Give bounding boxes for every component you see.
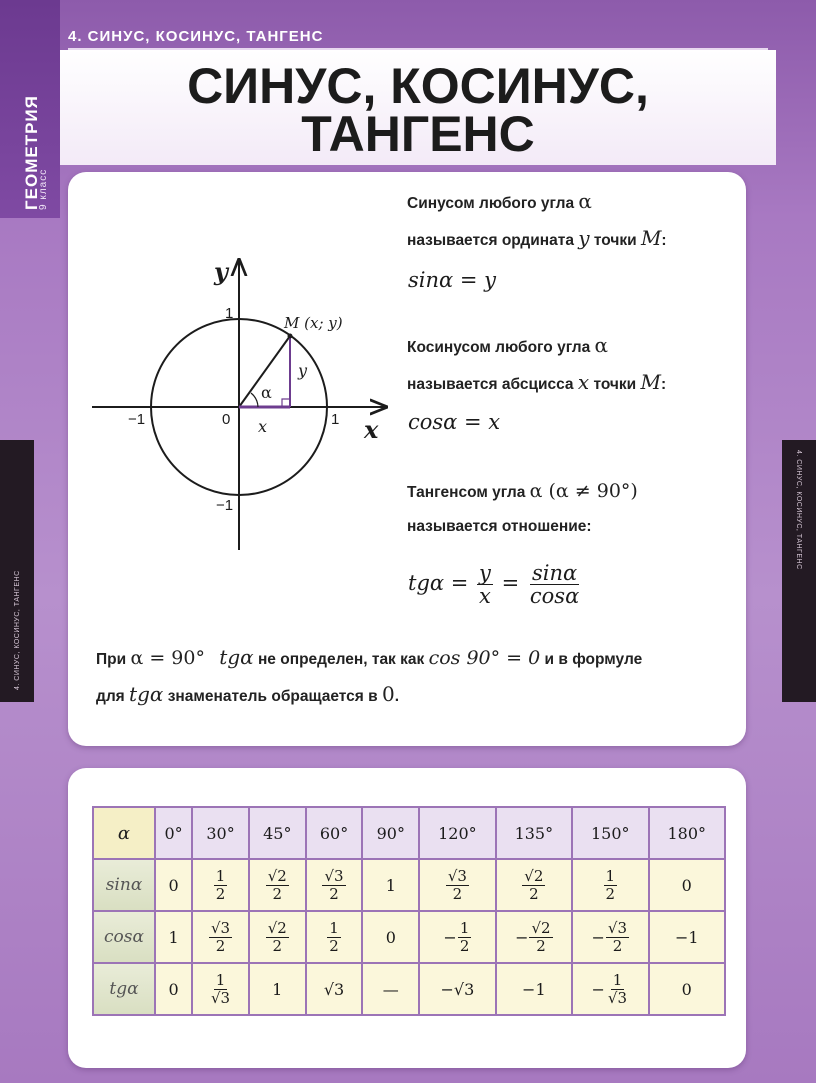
cell-fraction bbox=[458, 920, 472, 955]
subject-label: ГЕОМЕТРИЯ bbox=[22, 95, 41, 210]
cell-fraction bbox=[209, 920, 232, 955]
cell-denominator: 2 bbox=[459, 936, 470, 955]
tangent-fraction-sincos bbox=[528, 562, 581, 607]
cell-numerator: √2 bbox=[267, 918, 287, 937]
tangent-fraction-cos: cosα bbox=[529, 584, 580, 608]
cosine-definition bbox=[407, 328, 737, 402]
tangent-fraction-y: y bbox=[479, 561, 491, 585]
cosine-line-2 bbox=[407, 365, 737, 402]
point-m bbox=[288, 334, 293, 339]
cell-denominator: 2 bbox=[329, 884, 339, 903]
cosine-text-2b: точки bbox=[589, 376, 641, 393]
cell-sign: − bbox=[591, 927, 605, 947]
sine-y: y bbox=[578, 226, 590, 250]
tangent-definition bbox=[407, 474, 737, 544]
cell-numerator: 1 bbox=[329, 918, 339, 937]
sine-line-1 bbox=[407, 184, 737, 221]
cosine-alpha: α bbox=[594, 333, 609, 357]
tangent-line-1 bbox=[407, 474, 737, 510]
cell-numerator: 1 bbox=[612, 970, 623, 989]
cosine-formula: cosα = x bbox=[408, 410, 501, 434]
table-angle-header: 90° bbox=[363, 808, 418, 858]
cell-denominator: √3 bbox=[210, 988, 231, 1007]
table-cell: 1 bbox=[363, 860, 418, 910]
cosine-text-1: Косинусом любого угла bbox=[407, 339, 595, 356]
table-cell bbox=[420, 860, 494, 910]
point-label: M (x; y) bbox=[284, 314, 343, 332]
table-angle-header: 0° bbox=[156, 808, 191, 858]
table-cell bbox=[307, 912, 362, 962]
leg-x-label: x bbox=[258, 417, 268, 436]
cell-fraction bbox=[266, 920, 289, 955]
note-text-1: При bbox=[96, 651, 131, 668]
tick-pos-y: 1 bbox=[225, 305, 234, 322]
cell-numerator: √2 bbox=[531, 918, 551, 937]
tangent-text-1: Тангенсом угла bbox=[407, 484, 530, 501]
table-cell: — bbox=[363, 964, 418, 1014]
sine-text-2a: называется ордината bbox=[407, 232, 579, 249]
cosine-x: x bbox=[577, 370, 590, 394]
table-cell bbox=[497, 912, 571, 962]
note-text-5: знаменатель обращается в bbox=[163, 688, 382, 705]
cell-fraction bbox=[606, 972, 629, 1007]
table-row bbox=[94, 912, 724, 962]
cosine-text-2a: называется абсцисса bbox=[407, 376, 578, 393]
table-row-header: tgα bbox=[94, 964, 154, 1014]
table-cell bbox=[193, 912, 248, 962]
table-row bbox=[94, 964, 724, 1014]
header-divider bbox=[68, 48, 768, 50]
table-cell: 1 bbox=[250, 964, 305, 1014]
sine-text-1: Синусом любого угла bbox=[407, 195, 579, 212]
table-cell bbox=[250, 912, 305, 962]
tangent-line-2: называется отношение: bbox=[407, 518, 592, 535]
sine-text-2b: точки bbox=[589, 232, 641, 249]
binding-clip-left bbox=[0, 440, 34, 702]
table-cell bbox=[250, 860, 305, 910]
table-angle-header: 60° bbox=[307, 808, 362, 858]
table-angle-header: 45° bbox=[250, 808, 305, 858]
tangent-lhs: tgα = bbox=[408, 571, 469, 595]
cell-numerator: √2 bbox=[524, 866, 544, 885]
table-cell bbox=[573, 964, 647, 1014]
note-text-4: для bbox=[96, 688, 130, 705]
cell-denominator: 2 bbox=[272, 884, 283, 903]
unit-circle-diagram bbox=[88, 248, 398, 558]
table-cell: √3 bbox=[307, 964, 362, 1014]
leg-y-label: y bbox=[298, 361, 308, 380]
cell-denominator: 2 bbox=[452, 884, 463, 903]
table-corner-cell: α bbox=[94, 808, 154, 858]
cell-numerator: 1 bbox=[459, 918, 470, 937]
cell-numerator: 1 bbox=[605, 866, 616, 885]
tangent-fraction-x: x bbox=[479, 584, 491, 608]
page-title bbox=[60, 58, 776, 162]
table-cell: −1 bbox=[497, 964, 571, 1014]
table-cell bbox=[193, 964, 248, 1014]
cell-fraction bbox=[606, 920, 629, 955]
cell-denominator: 2 bbox=[215, 936, 226, 955]
cell-denominator: 2 bbox=[272, 936, 283, 955]
table-row-header: sinα bbox=[94, 860, 154, 910]
note-math-5: 0 bbox=[382, 682, 395, 706]
cell-denominator: 2 bbox=[529, 884, 539, 903]
grade-label: 9 класс bbox=[38, 168, 49, 210]
cell-numerator: √2 bbox=[267, 866, 287, 885]
sine-colon: : bbox=[661, 232, 667, 249]
cell-numerator: √3 bbox=[210, 918, 231, 937]
sine-definition bbox=[407, 184, 737, 258]
table-cell bbox=[573, 912, 647, 962]
table-cell: 0 bbox=[363, 912, 418, 962]
table-cell bbox=[193, 860, 248, 910]
clip-right-label: 4. СИНУС, КОСИНУС, ТАНГЕНС bbox=[795, 450, 802, 570]
cell-denominator: 2 bbox=[536, 936, 546, 955]
cell-fraction bbox=[529, 920, 552, 955]
cell-numerator: √3 bbox=[324, 866, 344, 885]
sine-line-2 bbox=[407, 221, 737, 258]
note-text-3: и в формуле bbox=[540, 651, 643, 668]
table-cell: 1 bbox=[156, 912, 191, 962]
table-cell: 0 bbox=[650, 964, 725, 1014]
title-line-1: СИНУС, КОСИНУС, bbox=[187, 58, 649, 114]
cell-numerator: √3 bbox=[607, 918, 628, 937]
table-cell bbox=[573, 860, 647, 910]
binding-clip-right bbox=[782, 440, 816, 702]
cosine-colon: : bbox=[661, 376, 667, 393]
series-header: 4. СИНУС, КОСИНУС, ТАНГЕНС bbox=[68, 28, 324, 45]
angle-label: α bbox=[261, 383, 272, 402]
angle-arc bbox=[251, 393, 258, 407]
subject-side-tab bbox=[0, 0, 60, 218]
tick-pos-x: 1 bbox=[331, 411, 340, 428]
cell-fraction bbox=[266, 868, 289, 903]
table-cell bbox=[497, 860, 571, 910]
cosine-line-1 bbox=[407, 328, 737, 365]
table-angle-header: 150° bbox=[573, 808, 647, 858]
cell-sign: − bbox=[591, 979, 605, 999]
origin-label: 0 bbox=[222, 411, 231, 428]
title-line-2: ТАНГЕНС bbox=[301, 106, 535, 162]
clip-left-label: 4. СИНУС, КОСИНУС, ТАНГЕНС bbox=[14, 570, 21, 690]
table-angle-header: 180° bbox=[650, 808, 725, 858]
tangent-fraction-sin: sinα bbox=[531, 561, 578, 585]
tangent-equals: = bbox=[501, 571, 520, 595]
table-angle-header: 135° bbox=[497, 808, 571, 858]
undefined-tangent-note bbox=[96, 640, 736, 714]
table-cell: 0 bbox=[156, 964, 191, 1014]
note-line-2 bbox=[96, 677, 736, 714]
sine-alpha: α bbox=[578, 189, 592, 213]
note-text-2: не определен, так как bbox=[253, 651, 429, 668]
y-axis-label: y bbox=[214, 257, 228, 286]
tangent-condition: α (α ≠ 90°) bbox=[529, 480, 638, 502]
cell-fraction bbox=[604, 868, 618, 903]
cell-numerator: 1 bbox=[215, 866, 226, 885]
cell-fraction bbox=[446, 868, 469, 903]
table-cell: 0 bbox=[156, 860, 191, 910]
cell-numerator: 1 bbox=[215, 970, 226, 989]
table-angle-header: 120° bbox=[420, 808, 494, 858]
table-cell: −√3 bbox=[420, 964, 494, 1014]
table-row bbox=[94, 860, 724, 910]
x-axis-label: x bbox=[364, 415, 379, 444]
table-header-row bbox=[94, 808, 724, 858]
sine-m: M bbox=[640, 226, 662, 250]
cosine-m: M bbox=[640, 370, 661, 394]
note-math-3: cos 90° = 0 bbox=[428, 647, 541, 669]
cell-numerator: √3 bbox=[447, 866, 467, 885]
cell-denominator: 2 bbox=[605, 884, 616, 903]
table-cell: 0 bbox=[650, 860, 725, 910]
table-cell bbox=[307, 860, 362, 910]
cell-sign: − bbox=[443, 927, 457, 947]
note-math-1: α = 90° bbox=[130, 647, 205, 669]
cell-denominator: 2 bbox=[215, 884, 226, 903]
tick-neg-y: −1 bbox=[216, 497, 234, 514]
table-angle-header: 30° bbox=[193, 808, 248, 858]
cell-fraction bbox=[322, 868, 345, 903]
tick-neg-x: −1 bbox=[128, 411, 146, 428]
table-cell bbox=[420, 912, 494, 962]
cell-sign: − bbox=[515, 927, 529, 947]
cell-fraction bbox=[214, 868, 228, 903]
cell-fraction bbox=[522, 868, 545, 903]
cell-denominator: 2 bbox=[612, 936, 623, 955]
cell-denominator: 2 bbox=[329, 936, 339, 955]
note-text-6: . bbox=[394, 688, 400, 705]
note-line-1 bbox=[96, 640, 736, 677]
trig-values-table bbox=[92, 806, 726, 1016]
sine-formula: sinα = y bbox=[408, 268, 497, 292]
note-math-2: tgα bbox=[219, 645, 254, 669]
cell-denominator: √3 bbox=[607, 988, 628, 1007]
table-cell: −1 bbox=[650, 912, 725, 962]
table-row-header: cosα bbox=[94, 912, 154, 962]
cell-fraction bbox=[209, 972, 232, 1007]
tangent-fraction-yx bbox=[477, 562, 493, 607]
cell-fraction bbox=[327, 920, 341, 955]
tangent-formula bbox=[408, 562, 583, 607]
note-math-4: tgα bbox=[129, 682, 164, 706]
